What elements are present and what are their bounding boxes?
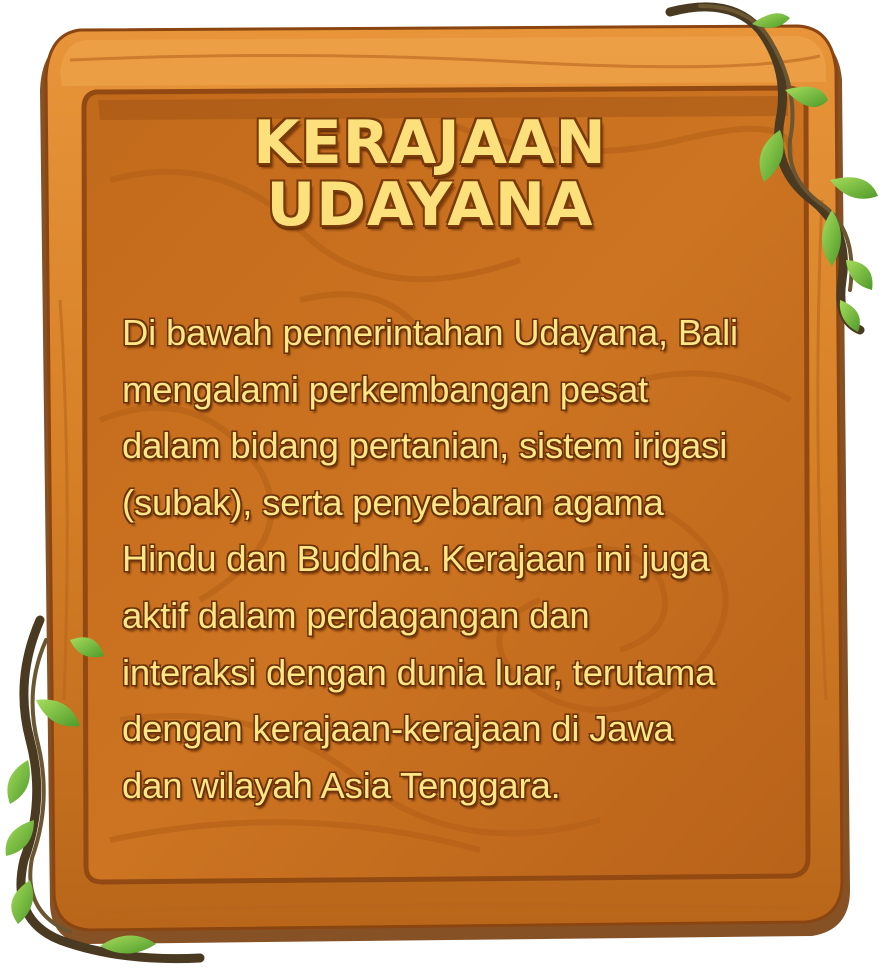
- description-line: Hindu dan Buddha. Kerajaan ini juga: [122, 538, 710, 580]
- frame-highlight: [60, 36, 826, 86]
- title-line-2: UDAYANA: [266, 170, 594, 240]
- description-line: mengalami perkembangan pesat: [122, 368, 649, 410]
- description-line: interaksi dengan dunia luar, terutama: [122, 651, 716, 693]
- description-line: dan wilayah Asia Tenggara.: [122, 764, 561, 806]
- description-line: Di bawah pemerintahan Udayana, Bali: [122, 312, 738, 353]
- board-title: [150, 108, 710, 240]
- description-line: dengan kerajaan-kerajaan di Jawa: [122, 708, 674, 750]
- title-line-1: KERAJAAN: [253, 108, 607, 178]
- description-line: dalam bidang pertanian, sistem irigasi: [122, 425, 728, 467]
- description-line: (subak), serta penyebaran agama: [122, 481, 664, 523]
- board-description: [122, 305, 772, 814]
- description-line: aktif dalam perdagangan dan: [122, 594, 590, 636]
